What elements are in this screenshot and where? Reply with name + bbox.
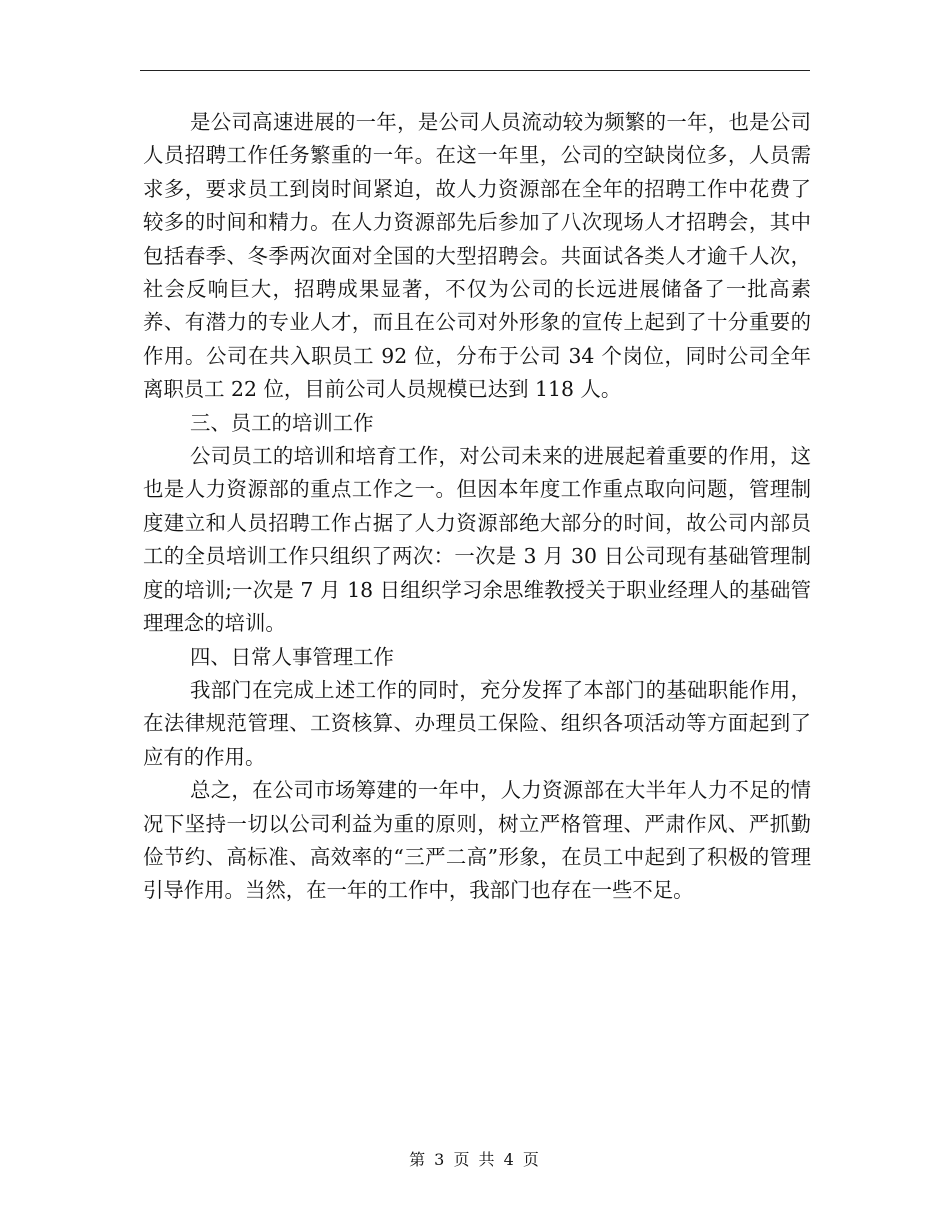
paragraph-summary: 总之，在公司市场筹建的一年中，人力资源部在大半年人力不足的情况下坚持一切以公司利益为重的原则，树立严格管理、严肃作风、严抓勤俭节约、高标准、高效率的“三严二高”形象，在员工中起到了积极的管理引导作用。当然，在一年的工作中，我部门也存在一些不足。 xyxy=(143,778,811,903)
paragraph-recruitment: 是公司高速进展的一年，是公司人员流动较为频繁的一年，也是公司人员招聘工作任务繁重的一年。在这一年里，公司的空缺岗位多，人员需求多，要求员工到岗时间紧迫，故人力资源部在全年的招聘工作中花费了较多的时间和精力。在人力资源部先后参加了八次现场人才招聘会，其中包括春季、冬季两次面对全国的大型招聘会。共面试各类人才逾千人次，社会反响巨大，招聘成果显著，不仅为公司的长远进展储备了一批高素养、有潜力的专业人才，而且在公司对外形象的宣传上起到了十分重要的作用。公司在共入职员工 92 位，分布于公司 34 个岗位，同时公司全年离职员工 22 位，目前公司人员规模已达到 118 人。 xyxy=(143,110,811,402)
section-heading-daily-hr: 四、日常人事管理工作 xyxy=(190,644,394,669)
document-body xyxy=(143,106,811,908)
section-heading-training: 三、员工的培训工作 xyxy=(190,410,374,435)
header-rule xyxy=(140,70,810,71)
page-number-footer: 第 3 页 共 4 页 xyxy=(409,1150,541,1169)
paragraph-daily-hr: 我部门在完成上述工作的同时，充分发挥了本部门的基础职能作用，在法律规范管理、工资核算、办理员工保险、组织各项活动等方面起到了应有的作用。 xyxy=(143,677,811,769)
paragraph-training: 公司员工的培训和培育工作，对公司未来的进展起着重要的作用，这也是人力资源部的重点工作之一。但因本年度工作重点取向问题，管理制度建立和人员招聘工作占据了人力资源部绝大部分的时间，故公司内部员工的全员培训工作只组织了两次：一次是 3 月 30 日公司现有基础管理制度的培训;一次是 7 月 18 日组织学习余思维教授关于职业经理人的基础管理理念的培训。 xyxy=(143,444,811,636)
